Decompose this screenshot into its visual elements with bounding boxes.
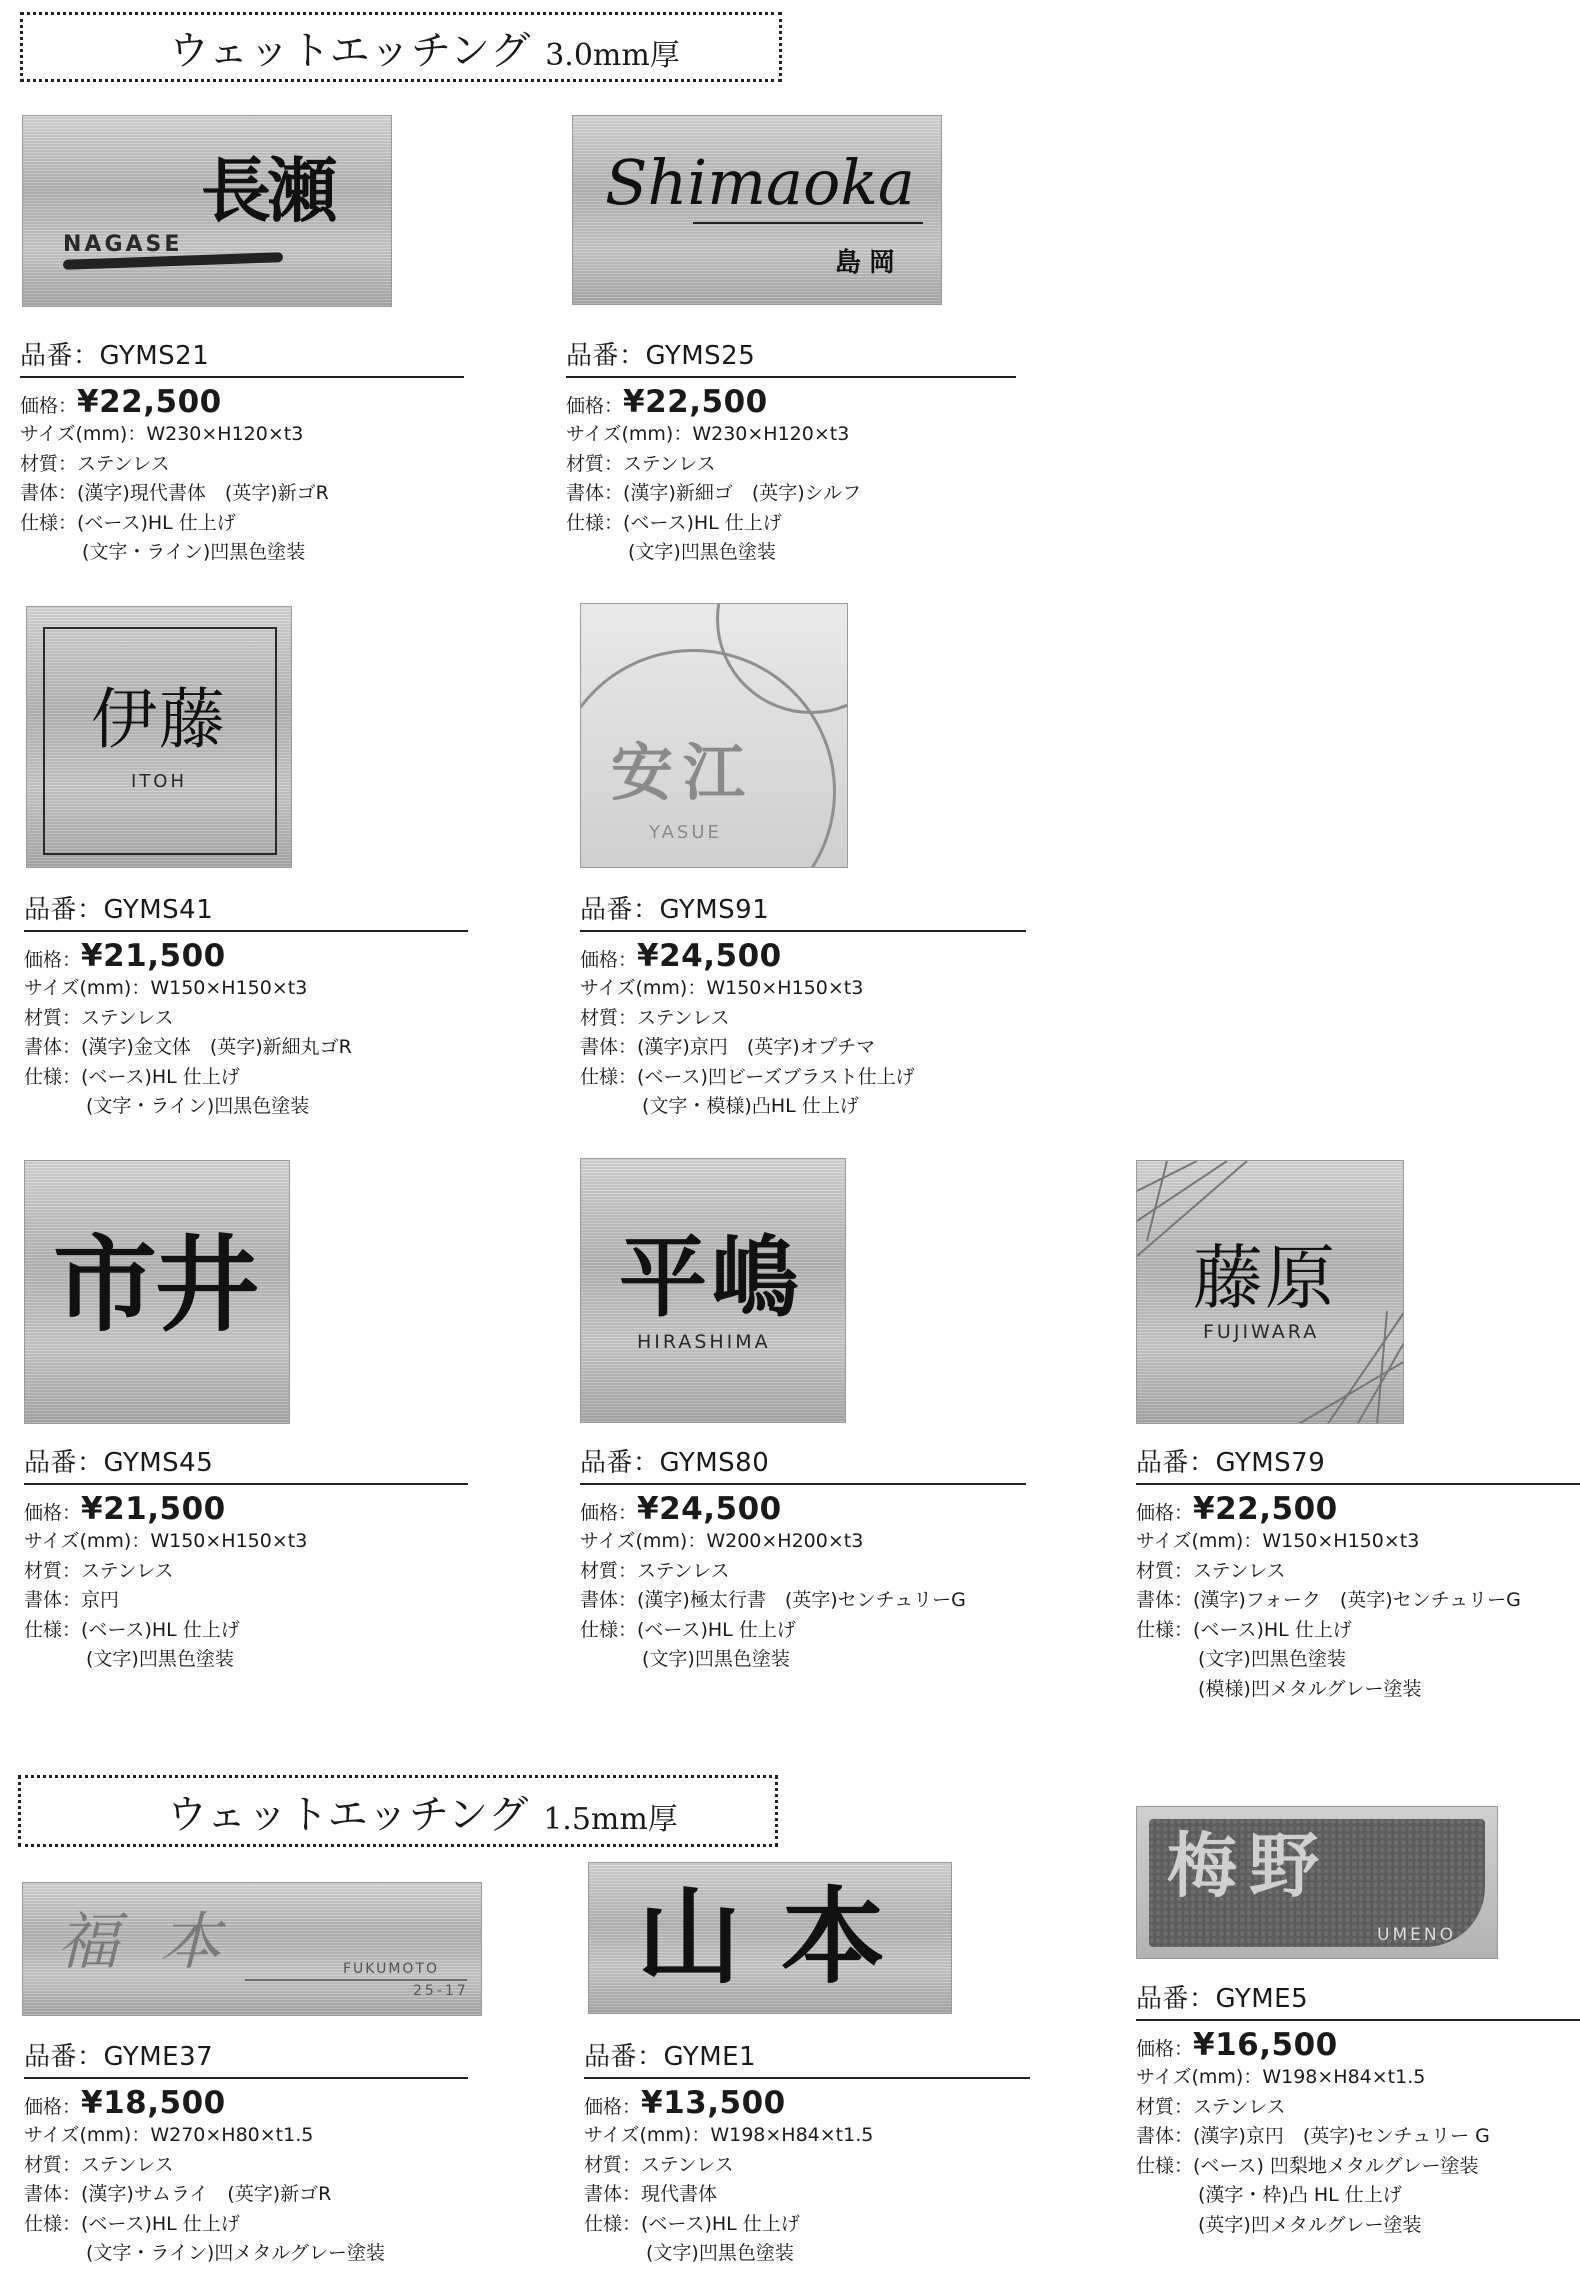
spec-line: サイズ(mm)：W270×H80×t1.5	[24, 2124, 314, 2146]
spec-line: 材質：ステンレス	[566, 452, 716, 475]
plate-roman: HIRASHIMA	[637, 1331, 771, 1353]
model-prefix: 品番：	[1136, 1984, 1216, 2014]
price-row	[584, 2085, 1030, 2121]
plate-kanji: 長瀬	[201, 149, 333, 232]
spec-line: 材質：ステンレス	[20, 452, 170, 475]
spec-line: サイズ(mm)：W150×H150×t3	[1136, 1530, 1420, 1552]
spec-line: 材質：ステンレス	[24, 1559, 174, 1582]
plate-image-gyms25	[572, 115, 942, 305]
price-prefix: 価格：	[24, 2096, 82, 2118]
price-value: ¥24,500	[637, 938, 782, 974]
spec-line: 書体：(漢字)現代書体 (英字)新ゴR	[20, 482, 329, 504]
model-value: GYMS91	[659, 895, 770, 925]
section-thickness: 1.5mm厚	[543, 1802, 678, 1837]
model-number	[24, 889, 468, 932]
plate-kanji: 市井	[53, 1223, 258, 1346]
spec-line: (英字)凹メタルグレー塗装	[1198, 2213, 1422, 2236]
plate-kanji: 平嶋	[619, 1225, 804, 1329]
model-value: GYMS41	[103, 895, 214, 925]
product-info-gyms25	[566, 335, 1016, 568]
spec-line: 仕様：(ベース)HL 仕上げ	[20, 511, 236, 534]
product-info-gyme5	[1136, 1978, 1580, 2240]
model-number	[580, 1442, 1026, 1485]
spec-line: 仕様：(ベース)凹ビーズブラスト仕上げ	[580, 1065, 915, 1088]
spec-line: 材質：ステンレス	[24, 1006, 174, 1029]
spec-line: 仕様：(ベース)HL 仕上げ	[580, 1618, 796, 1641]
spec-line: 材質：ステンレス	[580, 1006, 730, 1029]
price-prefix: 価格：	[584, 2096, 642, 2118]
spec-line: サイズ(mm)：W230×H120×t3	[566, 423, 850, 445]
model-prefix: 品番：	[20, 341, 100, 371]
price-row	[566, 384, 1016, 420]
spec-line: 仕様：(ベース) 凹梨地メタルグレー塗装	[1136, 2154, 1479, 2177]
spec-line: 仕様：(ベース)HL 仕上げ	[24, 1618, 240, 1641]
price-row	[24, 2085, 468, 2121]
spec-line: (文字・模様)凸HL 仕上げ	[642, 1095, 859, 1117]
spec-line: 仕様：(ベース)HL 仕上げ	[24, 2212, 240, 2235]
spec-line: (模様)凹メタルグレー塗装	[1198, 1677, 1422, 1700]
price-prefix: 価格：	[24, 1502, 82, 1524]
spec-line: 仕様：(ベース)HL 仕上げ	[24, 1065, 240, 1088]
price-value: ¥24,500	[637, 1491, 782, 1527]
spec-line: (文字)凹黒色塗装	[628, 541, 776, 563]
plate-roman: FUJIWARA	[1203, 1321, 1320, 1343]
spec-line: 書体：(漢字)フォーク (英字)センチュリーG	[1136, 1589, 1521, 1611]
plate-number: 25-17	[413, 1983, 469, 1999]
price-prefix: 価格：	[580, 1502, 638, 1524]
spec-line: サイズ(mm)：W198×H84×t1.5	[1136, 2066, 1426, 2088]
plate-kanji: 安江	[611, 736, 756, 809]
spec-line: (漢字・枠)凸 HL 仕上げ	[1198, 2184, 1402, 2206]
product-info-gyms45	[24, 1442, 468, 1675]
price-value: ¥16,500	[1193, 2027, 1338, 2063]
product-info-gyme1	[584, 2036, 1030, 2269]
model-number	[580, 889, 1026, 932]
spec-line: 書体：(漢字)サムライ (英字)新ゴR	[24, 2183, 332, 2205]
spec-line: サイズ(mm)：W230×H120×t3	[20, 423, 304, 445]
model-value: GYMS79	[1215, 1448, 1326, 1478]
price-value: ¥21,500	[81, 938, 226, 974]
plate-image-gyme1	[588, 1862, 952, 2014]
model-number	[1136, 1978, 1580, 2021]
plate-image-gyms41	[26, 606, 292, 868]
product-info-gyms80	[580, 1442, 1026, 1675]
plate-roman: ITOH	[131, 771, 188, 792]
section-title: ウェットエッチング	[167, 1791, 530, 1838]
price-prefix: 価格：	[566, 395, 624, 417]
spec-line: サイズ(mm)：W198×H84×t1.5	[584, 2124, 874, 2146]
plate-image-gyms45	[24, 1160, 290, 1424]
spec-line: (文字・ライン)凹メタルグレー塗装	[86, 2242, 385, 2264]
model-number	[584, 2036, 1030, 2079]
model-prefix: 品番：	[24, 895, 104, 925]
spec-line: 書体：現代書体	[584, 2183, 718, 2205]
plate-line	[245, 1979, 467, 1981]
plate-kanji: 島岡	[835, 248, 904, 278]
spec-line: 書体：(漢字)京円 (英字)オプチマ	[580, 1036, 876, 1058]
spec-line: 仕様：(ベース)HL 仕上げ	[584, 2212, 800, 2235]
product-info-gyms91	[580, 889, 1026, 1122]
product-info-gyms79	[1136, 1442, 1580, 1704]
price-prefix: 価格：	[24, 949, 82, 971]
price-value: ¥22,500	[1193, 1491, 1338, 1527]
price-prefix: 価格：	[580, 949, 638, 971]
plate-kanji: 伊藤	[91, 681, 227, 758]
plate-kanji: 梅野	[1167, 1824, 1331, 1907]
spec-line: 仕様：(ベース)HL 仕上げ	[1136, 1618, 1352, 1641]
spec-line: (文字)凹黒色塗装	[1198, 1648, 1346, 1670]
product-info-gyme37	[24, 2036, 468, 2269]
spec-line: (文字)凹黒色塗装	[86, 1648, 234, 1670]
price-value: ¥18,500	[81, 2085, 226, 2121]
spec-line: (文字)凹黒色塗装	[646, 2242, 794, 2264]
script-underline	[693, 222, 923, 224]
price-row	[580, 1491, 1026, 1527]
model-value: GYME1	[663, 2042, 757, 2072]
price-value: ¥13,500	[641, 2085, 786, 2121]
price-row	[20, 384, 464, 420]
model-prefix: 品番：	[580, 895, 660, 925]
model-prefix: 品番：	[1136, 1448, 1216, 1478]
spec-line: 書体：京円	[24, 1589, 120, 1611]
price-value: ¥22,500	[77, 384, 222, 420]
spec-line: サイズ(mm)：W150×H150×t3	[580, 977, 864, 999]
section-header-3mm	[20, 12, 782, 82]
plate-roman: NAGASE	[63, 232, 183, 257]
spec-line: 書体：(漢字)京円 (英字)センチュリー G	[1136, 2125, 1490, 2147]
plate-roman: FUKUMOTO	[343, 1961, 440, 1977]
price-prefix: 価格：	[20, 395, 78, 417]
section-header-1-5mm	[18, 1775, 778, 1847]
spec-line: (文字)凹黒色塗装	[642, 1648, 790, 1670]
price-row	[24, 938, 468, 974]
plate-kanji: 山本	[637, 1875, 926, 1998]
model-prefix: 品番：	[24, 1448, 104, 1478]
spec-line: 書体：(漢字)金文体 (英字)新細丸ゴR	[24, 1036, 352, 1058]
product-info-gyms21	[20, 335, 464, 568]
model-value: GYMS21	[99, 341, 210, 371]
price-prefix: 価格：	[1136, 2038, 1194, 2060]
spec-line: サイズ(mm)：W150×H150×t3	[24, 1530, 308, 1552]
spec-line: 書体：(漢字)新細ゴ (英字)シルフ	[566, 482, 862, 504]
price-row	[24, 1491, 468, 1527]
spec-line: サイズ(mm)：W200×H200×t3	[580, 1530, 864, 1552]
model-value: GYMS45	[103, 1448, 214, 1478]
plate-image-gyms91	[580, 603, 848, 868]
plate-kanji: 藤原	[1193, 1237, 1337, 1319]
section-thickness: 3.0mm厚	[545, 38, 680, 73]
model-prefix: 品番：	[584, 2042, 664, 2072]
spec-line: (文字・ライン)凹黒色塗装	[82, 541, 306, 563]
model-number	[20, 335, 464, 378]
price-row	[580, 938, 1026, 974]
spec-line: 書体：(漢字)極太行書 (英字)センチュリーG	[580, 1589, 966, 1611]
spec-line: 材質：ステンレス	[1136, 1559, 1286, 1582]
price-value: ¥21,500	[81, 1491, 226, 1527]
plate-image-gyms21	[22, 115, 392, 307]
plate-kanji: 福本	[57, 1905, 262, 1978]
model-prefix: 品番：	[580, 1448, 660, 1478]
spec-line: サイズ(mm)：W150×H150×t3	[24, 977, 308, 999]
spec-line: 材質：ステンレス	[24, 2153, 174, 2176]
price-prefix: 価格：	[1136, 1502, 1194, 1524]
plate-roman: YASUE	[649, 822, 722, 843]
plate-roman: UMENO	[1377, 1925, 1456, 1945]
price-row	[1136, 2027, 1580, 2063]
model-prefix: 品番：	[24, 2042, 104, 2072]
model-prefix: 品番：	[566, 341, 646, 371]
model-number	[566, 335, 1016, 378]
model-value: GYME37	[103, 2042, 214, 2072]
plate-image-gyms80	[580, 1158, 846, 1423]
plate-script: Shimaoka	[605, 146, 915, 219]
section-title: ウェットエッチング	[169, 27, 532, 74]
spec-line: 材質：ステンレス	[584, 2153, 734, 2176]
product-info-gyms41	[24, 889, 468, 1122]
spec-line: 仕様：(ベース)HL 仕上げ	[566, 511, 782, 534]
model-value: GYMS80	[659, 1448, 770, 1478]
plate-image-gyms79	[1136, 1160, 1404, 1424]
plate-image-gyme5	[1136, 1806, 1498, 1959]
model-value: GYME5	[1215, 1984, 1309, 2014]
spec-line: 材質：ステンレス	[580, 1559, 730, 1582]
model-value: GYMS25	[645, 341, 756, 371]
spec-line: 材質：ステンレス	[1136, 2095, 1286, 2118]
model-number	[24, 1442, 468, 1485]
plate-image-gyme37	[22, 1882, 482, 2016]
price-value: ¥22,500	[623, 384, 768, 420]
model-number	[1136, 1442, 1580, 1485]
model-number	[24, 2036, 468, 2079]
spec-line: (文字・ライン)凹黒色塗装	[86, 1095, 310, 1117]
price-row	[1136, 1491, 1580, 1527]
